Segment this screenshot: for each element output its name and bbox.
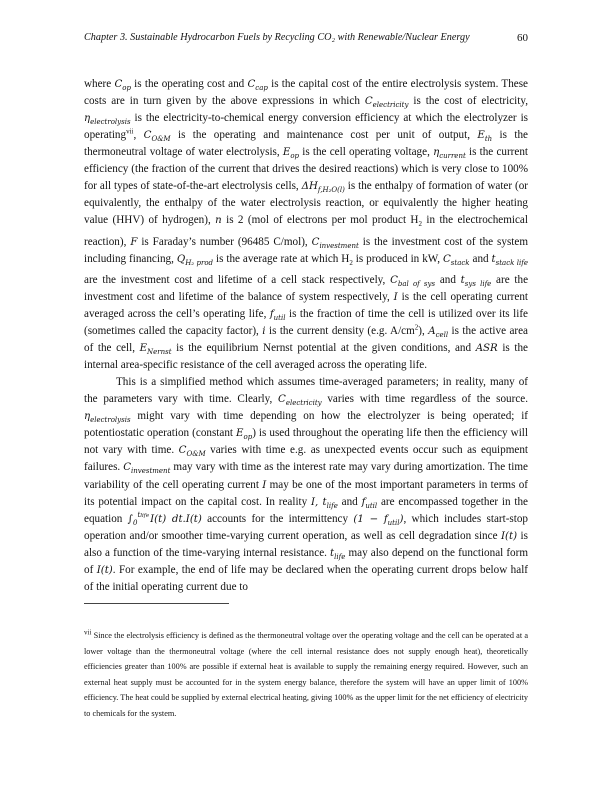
math: $C_{electricity}$ (364, 96, 409, 110)
math: $\eta_{electrolysis}$ (84, 113, 131, 127)
math: $\eta_{current}$ (433, 147, 466, 161)
math: I, $t_{life}$ (311, 496, 338, 510)
math: i (262, 326, 266, 338)
math: $E_{Nernst}$ (139, 343, 172, 357)
math: $C_{stack}$ (443, 253, 470, 267)
math: $C_{op}$ (114, 79, 131, 93)
math: I (262, 479, 267, 491)
math: ASR (475, 343, 498, 355)
math: $f_{util}$ (361, 496, 378, 510)
paragraph-2: This is a simplified method which assumes time-averaged parameters; in reality, many of the parameters vary with time. Clearly, $C_{electricity}$ varies with time regardless of the source. $\eta_{electrolysis}$ might vary with time depending on how the electrolyzer is being operated; if potentiostatic operation (constant $E_{op}$) is used throughout the operating life then the efficiency will not vary with time. $C_{O\&M}$ varies with time e.g. as unexpected events occur such as equipment failures. $C_{investment}$ may vary with time as the interest rate may vary during amortization. The time variability of the cell operating current I may be one of the most important parameters in terms of its potential impact on the capital cost. In reality I, $t_{life}$ and $f_{util}$ are encompassed together in the equation $\int_0^{tlife}$ I(t) dt.I(t) accounts for the intermittency $(1 - f_{util})$, which includes start-stop operation and/or smoother time-varying current operation, as well as cell degradation since I(t) is also a function of the time-varying internal resistance. $t_{life}$ may also depend on the functional form of I(t). For example, the end of life may be declared when the operating current drops below half of the initial operating current due to (84, 376, 528, 593)
chapter-title: Chapter 3. Sustainable Hydrocarbon Fuels by Recycling CO₂ with Renewable/Nuclear Energy (84, 32, 470, 43)
math: $C_{electricity}$ (278, 394, 322, 408)
math: $\Delta H_{f,H_2O(l)}$ (301, 181, 345, 195)
math: $f_{util}$ (269, 309, 286, 323)
math: $t_{life}$ (330, 547, 346, 561)
page-number: 60 (517, 32, 528, 44)
math: $E_{th}$ (477, 130, 493, 144)
math: $C_{O\&M}$ (143, 130, 171, 144)
footnote-divider (84, 603, 229, 604)
math: n (215, 215, 222, 227)
footnote-ref[interactable]: vii (126, 127, 134, 136)
math: $C_{cap}$ (247, 79, 268, 93)
math: I(t) (501, 530, 518, 542)
math: F (130, 236, 138, 248)
footnote (84, 628, 528, 721)
math: I(t) (96, 564, 113, 576)
math: $C_{investment}$ (123, 462, 171, 476)
math: $E_{op}$ (282, 147, 300, 161)
footnote-mark: vii (84, 628, 92, 637)
math: $Q_{H_2 prod}$ (176, 253, 214, 267)
math: $t_{sys life}$ (460, 274, 492, 288)
math: $t_{stack life}$ (491, 253, 528, 267)
math: $A_{cell}$ (428, 326, 449, 340)
math: $C_{bal of sys}$ (390, 274, 436, 288)
math: $(1 - f_{util})$ (353, 513, 404, 527)
integral: $\int_0^{tlife}$ I(t) dt.I(t) (127, 511, 202, 527)
body-text (84, 76, 528, 596)
footnote-text: Since the electrolysis efficiency is defined as the thermoneutral voltage over the operating voltage and the cell can be operated at a lower voltage than the thermoneutral voltage (where the cell internal resistance does not supply enough heat), theoretically efficiencies greater than 100% are possible if external heat is available to supply the remaining energy required. However, such an external heat supply must be accounted for in the system energy balance, therefore the system will have an upper limit of 100% efficiency. The heat could be supplied by external electrical heating, giving 100% as the upper limit for the net efficiency of electricity to chemicals for the system. (84, 631, 528, 718)
running-header (84, 32, 528, 48)
math: I (393, 292, 398, 303)
paragraph-1: where $C_{op}$ is the operating cost and $C_{cap}$ is the capital cost of the entire electrolysis system. These costs are in turn given by the above expressions in which $C_{electricity}$ is the cost of electricity, $\eta_{electrolysis}$ is the electricity-to-chemical energy conversion efficiency at which the electrolyzer is operating$^{vii}$, $C_{O\&M}$ is the operating and maintenance cost per unit of output, $E_{th}$ is the thermoneutral voltage of water electrolysis, $E_{op}$ is the cell operating voltage, $\eta_{current}$ is the current efficiency (the fraction of the current that drives the desired reactions) which is very close to 100% for all types of state-of-the-art electrolysis cells, $\Delta H_{f,H_2O(l)}$ is the enthalpy of formation of water (or equivalently, the enthalpy of the water electrolysis reaction, or equivalently the higher heating value (HHV) of hydrogen), n is 2 (mol of electrons per mol product $H_2$ in the electrochemical reaction), F is Faraday’s number (96485 C/mol), $C_{investment}$ is the investment cost of the system including financing, $Q_{H_2 prod}$ is the average rate at which $H_2$ is produced in kW, $C_{stack}$ and $t_{stack life}$ are the investment cost and lifetime of a cell stack respectively, $C_{bal of sys}$ and $t_{sys life}$ are the investment cost and lifetime of the balance of system respectively, I is the cell operating current averaged across the cell’s operating life, $f_{util}$ is the fraction of time the cell is utilized over its life (sometimes called the capacity factor), i is the current density (e.g. $A/cm^2$), $A_{cell}$ is the active area of the cell, $E_{Nernst}$ is the equilibrium Nernst potential at the given conditions, and ASR is the internal area-specific resistance of the cell averaged across the operating life. (84, 78, 529, 372)
math: $E_{op}$ (236, 428, 253, 442)
math: $C_{investment}$ (311, 236, 359, 250)
math: $\eta_{electrolysis}$ (84, 411, 131, 425)
math: $C_{O\&M}$ (178, 445, 206, 459)
